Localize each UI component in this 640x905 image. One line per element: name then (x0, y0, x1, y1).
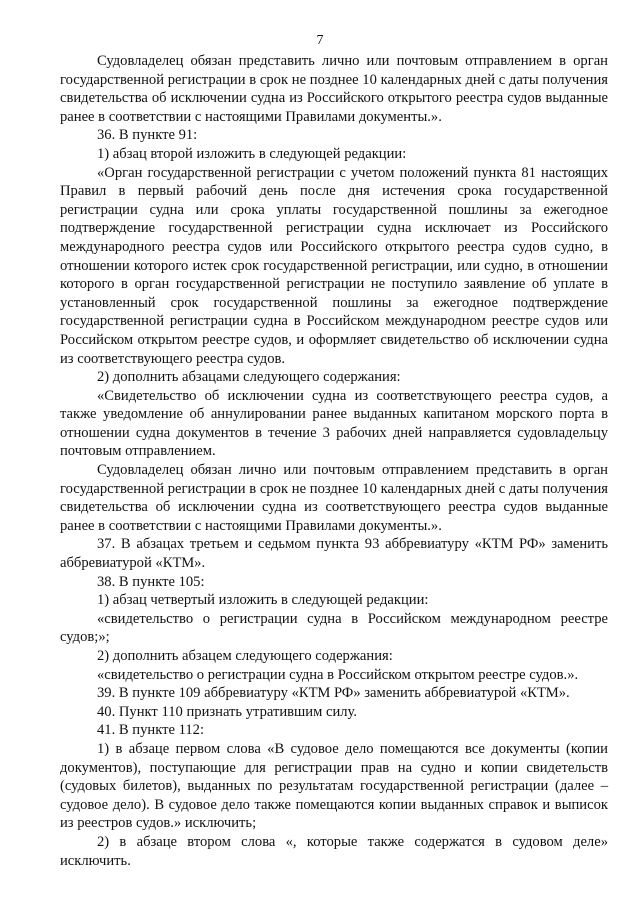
paragraph-item-37: 37. В абзацах третьем и седьмом пункта 93 аббревиатуру «КТМ РФ» заменить аббревиатурой «КТМ». (60, 536, 608, 572)
paragraph-shipowner-open-registry: Судовладелец обязан представить лично или почтовым отправлением в орган государственной регистрации в срок не позднее 10 календарных дней с даты получения свидетельства об исключении судна из Российского открытого реестра судов выданные ранее в соответствии с настоящими Правилами документы.». (60, 53, 608, 125)
paragraph-exclusion-certificate: «Свидетельство об исключении судна из соответствующего реестра судов, а также уведомление об аннулировании ранее выданных капитаном морского порта в отношении судна документов в течение 3 рабочих дней направляется судовладельцу почтовым отправлением. (60, 387, 608, 460)
paragraph-item-41: 41. В пункте 112: (97, 722, 204, 739)
paragraph-item-38-sub-2: 2) дополнить абзацем следующего содержания: (97, 648, 393, 664)
paragraph-item-40: 40. Пункт 110 признать утратившим силу. (97, 703, 358, 720)
paragraph-item-39: 39. В пункте 109 аббревиатуру «КТМ РФ» заменить аббревиатурой «КТМ». (97, 685, 570, 702)
document-body (60, 52, 608, 870)
paragraph-item-41-sub-1: 1) в абзаце первом слова «В судовое дело помещаются все документы (копии документов), поступающие для регистрации прав на судно и копии свидетельств (судовых билетов), выданных по результатам государственной регистрации (далее – судовое дело). В судовое дело также помещаются копии выданных справок и выписок из реестров судов.» исключить; (60, 740, 608, 832)
paragraph-item-36-sub-2: 2) дополнить абзацами следующего содержания: (97, 369, 401, 386)
page-number: 7 (316, 33, 324, 48)
paragraph-item-36: 36. В пункте 91: (97, 127, 198, 144)
paragraph-registration-authority: «Орган государственной регистрации с учетом положений пункта 81 настоящих Правил в первый рабочий день после дня истечения срока государственной регистрации судна или срока уплаты государственной пошлины за ежегодное подтверждение государственной регистрации судна исключает из Российского международного реестра судов или Российского открытого реестра судов судно, в отношении которого истек срок государственной регистрации, или судно, в отношении которого в орган государственной регистрации не поступило заявление об уплате в установленный срок государственной пошлины за ежегодное подтверждение государственной регистрации судна в Российском международном реестре судов или Российском открытом реестре судов, и оформляет свидетельство об исключении судна из соответствующего реестра судов. (60, 164, 608, 367)
paragraph-item-38-sub-1: 1) абзац четвертый изложить в следующей редакции: (97, 592, 429, 609)
paragraph-international-registry-certificate: «свидетельство о регистрации судна в Российском международном реестре судов;»; (60, 610, 608, 646)
paragraph-item-38: 38. В пункте 105: (97, 573, 205, 590)
paragraph-item-36-sub-1: 1) абзац второй изложить в следующей редакции: (97, 145, 407, 162)
paragraph-open-registry-certificate: «свидетельство о регистрации судна в Российском открытом реестре судов.». (97, 666, 579, 683)
paragraph-shipowner-obligation: Судовладелец обязан лично или почтовым отправлением представить в орган государственной регистрации в срок не позднее 10 календарных дней с даты получения свидетельства об исключении судна из соответствующего реестра судов выданные ранее в соответствии с настоящими Правилами документы.». (60, 462, 608, 534)
paragraph-item-41-sub-2: 2) в абзаце втором слова «, которые также содержатся в судовом деле» исключить. (60, 833, 608, 869)
